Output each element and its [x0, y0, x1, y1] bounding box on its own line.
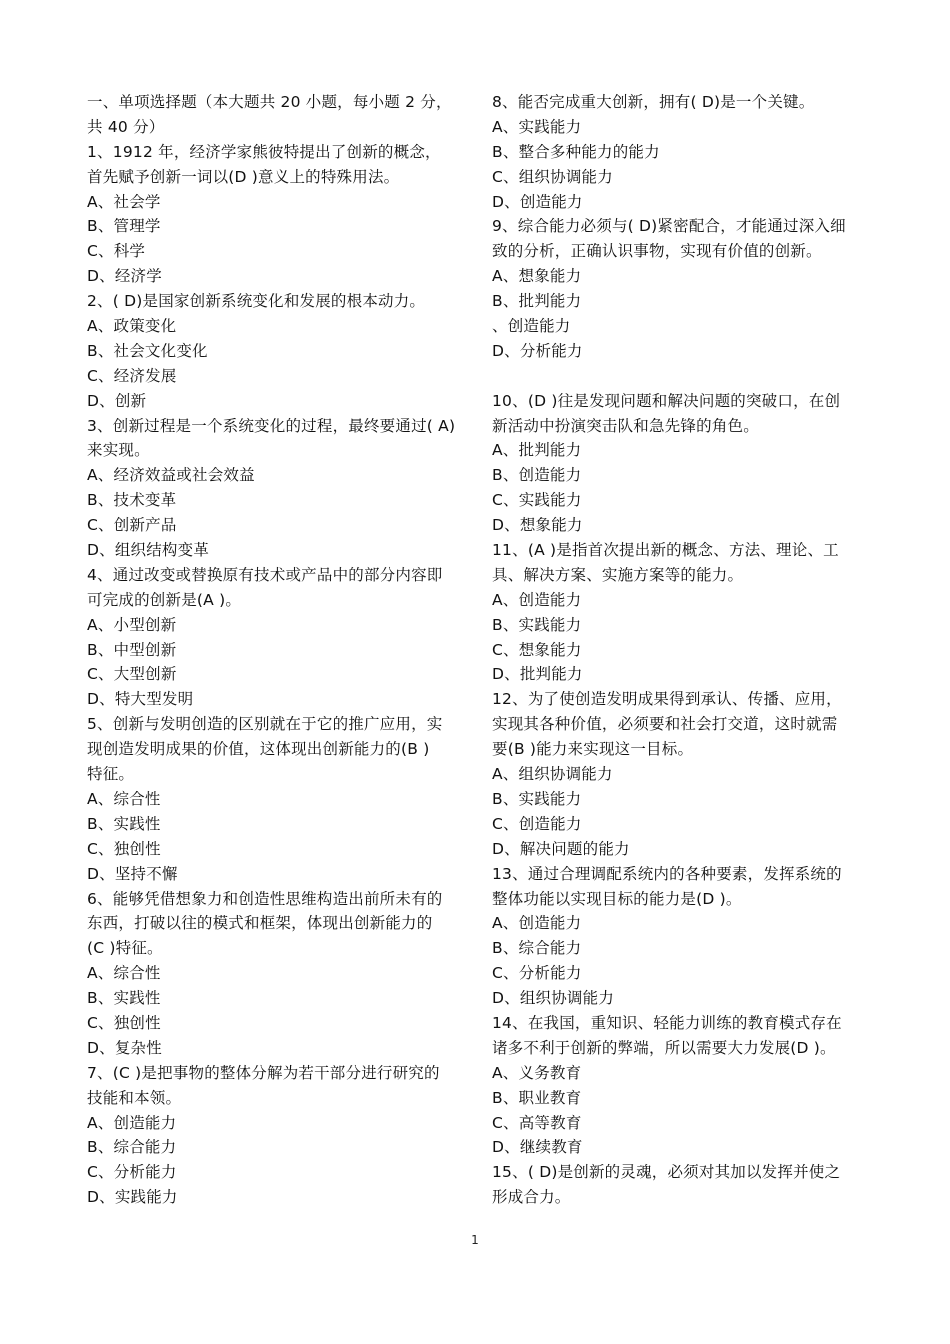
blank-line: [492, 364, 867, 389]
text-line: 5、创新与发明创造的区别就在于它的推广应用，实: [87, 715, 443, 734]
text-line: B、中型创新: [87, 640, 177, 659]
text-line: C、创造能力: [492, 814, 582, 833]
text-line: 首先赋予创新一词以(D )意义上的特殊用法。: [87, 167, 400, 186]
text-line: C、独创性: [87, 1013, 161, 1032]
text-line: 整体功能以实现目标的能力是(D )。: [492, 889, 742, 908]
text-line: C、组织协调能力: [492, 167, 613, 186]
text-line: D、想象能力: [492, 516, 583, 535]
text-line: 3、创新过程是一个系统变化的过程，最终要通过( A): [87, 416, 456, 435]
text-line: C、分析能力: [492, 964, 582, 983]
text-line: 现创造发明成果的价值，这体现出创新能力的(B ): [87, 740, 430, 759]
text-line: A、小型创新: [87, 615, 177, 634]
text-line: 12、为了使创造发明成果得到承认、传播、应用，: [492, 690, 842, 709]
text-line: B、综合能力: [87, 1138, 177, 1157]
text-line: A、组织协调能力: [492, 765, 613, 784]
text-line: A、批判能力: [492, 441, 582, 460]
text-line: 致的分析，正确认识事物，实现有价值的创新。: [492, 242, 822, 261]
text-line: A、创造能力: [87, 1113, 177, 1132]
text-line: 9、综合能力必须与( D)紧密配合，才能通过深入细: [492, 217, 846, 236]
text-line: 14、在我国，重知识、轻能力训练的教育模式存在: [492, 1013, 842, 1032]
text-line: B、实践性: [87, 989, 161, 1008]
text-line: B、实践性: [87, 814, 161, 833]
text-line: C、创新产品: [87, 516, 177, 535]
text-line: 技能和本领。: [87, 1088, 182, 1107]
text-line: C、想象能力: [492, 640, 582, 659]
text-line: D、批判能力: [492, 665, 583, 684]
text-line: C、独创性: [87, 839, 161, 858]
text-line: 1、1912 年，经济学家熊彼特提出了创新的概念，: [87, 142, 441, 161]
text-line: A、创造能力: [492, 914, 582, 933]
text-line: B、职业教育: [492, 1088, 582, 1107]
text-line: 、创造能力: [492, 317, 571, 336]
text-line: 2、( D)是国家创新系统变化和发展的根本动力。: [87, 292, 426, 311]
text-line: D、组织结构变革: [87, 541, 210, 560]
text-line: D、特大型发明: [87, 690, 194, 709]
text-line: 新活动中扮演突击队和急先锋的角色。: [492, 416, 759, 435]
text-line: 4、通过改变或替换原有技术或产品中的部分内容即: [87, 565, 443, 584]
text-line: C、经济发展: [87, 366, 177, 385]
text-line: A、义务教育: [492, 1063, 582, 1082]
text-line: D、继续教育: [492, 1138, 583, 1157]
text-line: B、创造能力: [492, 466, 582, 485]
text-line: 10、(D )往是发现问题和解决问题的突破口，在创: [492, 391, 841, 410]
text-line: 具、解决方案、实施方案等的能力。: [492, 565, 744, 584]
text-line: B、整合多种能力的能力: [492, 142, 660, 161]
text-line: 来实现。: [87, 441, 150, 460]
left-column: [87, 90, 462, 1210]
text-line: 13、通过合理调配系统内的各种要素，发挥系统的: [492, 864, 842, 883]
text-line: D、分析能力: [492, 341, 583, 360]
text-line: D、实践能力: [87, 1188, 178, 1207]
text-line: A、综合性: [87, 789, 161, 808]
text-line: B、社会文化变化: [87, 341, 208, 360]
text-line: B、批判能力: [492, 292, 582, 311]
text-line: 特征。: [87, 765, 135, 784]
text-line: A、实践能力: [492, 117, 582, 136]
text-line: D、复杂性: [87, 1038, 162, 1057]
text-line: A、社会学: [87, 192, 161, 211]
text-line: 7、(C )是把事物的整体分解为若干部分进行研究的: [87, 1063, 440, 1082]
text-line: A、综合性: [87, 964, 161, 983]
text-line: 要(B )能力来实现这一目标。: [492, 740, 694, 759]
text-line: D、坚持不懈: [87, 864, 178, 883]
text-line: B、技术变革: [87, 491, 177, 510]
text-line: C、实践能力: [492, 491, 582, 510]
text-line: A、政策变化: [87, 317, 177, 336]
text-line: C、分析能力: [87, 1163, 177, 1182]
text-line: D、创新: [87, 391, 147, 410]
text-line: 实现其各种价值，必须要和社会打交道，这时就需: [492, 715, 838, 734]
text-line: 共 40 分）: [87, 117, 165, 136]
text-line: A、想象能力: [492, 267, 582, 286]
right-column: [492, 90, 867, 1210]
text-line: D、经济学: [87, 267, 162, 286]
text-line: C、科学: [87, 242, 146, 261]
text-line: D、组织协调能力: [492, 989, 615, 1008]
text-line: 东西，打破以往的模式和框架，体现出创新能力的: [87, 914, 433, 933]
text-line: (C )特征。: [87, 939, 163, 958]
text-line: D、解决问题的能力: [492, 839, 630, 858]
page-number: 1: [471, 1233, 479, 1247]
text-line: 诸多不利于创新的弊端，所以需要大力发展(D )。: [492, 1038, 836, 1057]
text-line: 6、能够凭借想象力和创造性思维构造出前所未有的: [87, 889, 443, 908]
text-line: B、综合能力: [492, 939, 582, 958]
text-line: A、经济效益或社会效益: [87, 466, 255, 485]
text-line: A、创造能力: [492, 590, 582, 609]
text-line: 8、能否完成重大创新，拥有( D)是一个关键。: [492, 93, 815, 111]
text-line: 15、( D)是创新的灵魂，必须对其加以发挥并使之: [492, 1163, 841, 1182]
text-line: D、创造能力: [492, 192, 583, 211]
text-line: 一、单项选择题（本大题共 20 小题，每小题 2 分，: [87, 93, 452, 111]
text-line: 可完成的创新是(A )。: [87, 590, 242, 609]
text-line: B、实践能力: [492, 615, 582, 634]
text-line: 形成合力。: [492, 1188, 571, 1207]
text-line: 11、(A )是指首次提出新的概念、方法、理论、工: [492, 541, 839, 560]
text-line: C、高等教育: [492, 1113, 582, 1132]
text-line: B、实践能力: [492, 789, 582, 808]
text-line: C、大型创新: [87, 665, 177, 684]
text-line: B、管理学: [87, 217, 161, 236]
